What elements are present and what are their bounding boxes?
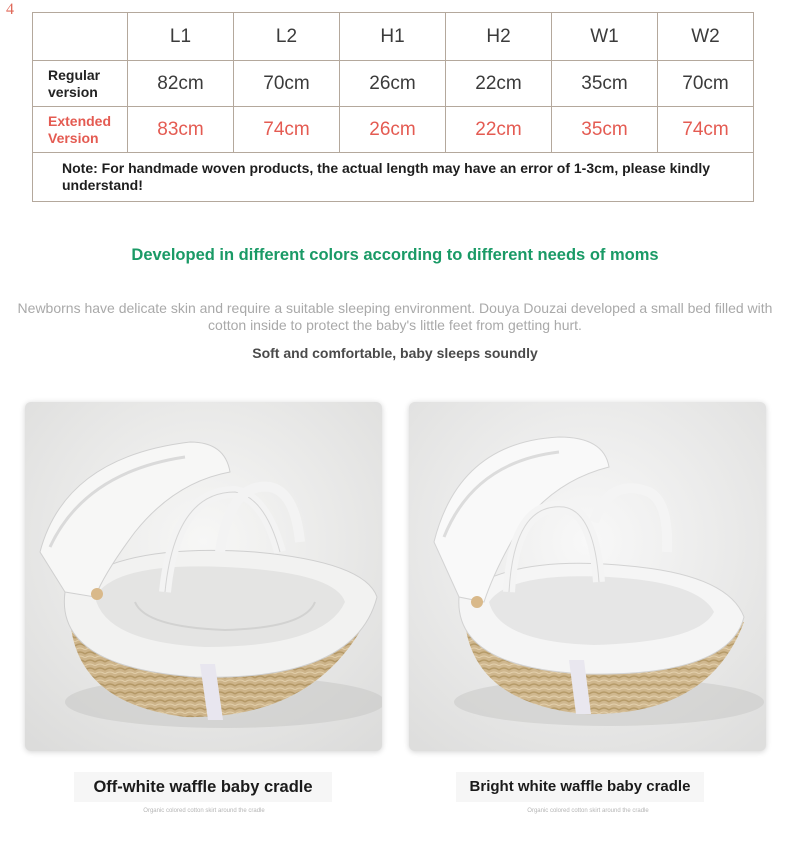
cradle-illustration xyxy=(409,402,766,751)
table-cell: 26cm xyxy=(340,61,446,107)
table-cell: 70cm xyxy=(658,61,754,107)
table-cell: 22cm xyxy=(446,107,552,153)
column-header: W1 xyxy=(552,13,658,61)
size-note: Note: For handmade woven products, the actual length may have an error of 1-3cm, please kindly understand! xyxy=(33,153,754,202)
column-header: H2 xyxy=(446,13,552,61)
page-number: 4 xyxy=(6,1,14,18)
table-row-regular xyxy=(33,61,754,107)
row-label-extended: Extended Version xyxy=(33,107,128,153)
product-caption-bright-white: Bright white waffle baby cradle xyxy=(456,772,704,802)
section-heading: Developed in different colors according to different needs of moms xyxy=(131,246,659,264)
table-note-row xyxy=(33,153,754,202)
table-cell: 35cm xyxy=(552,61,658,107)
column-header: H1 xyxy=(340,13,446,61)
cradle-illustration xyxy=(25,402,382,751)
table-cell: 74cm xyxy=(658,107,754,153)
table-cell: 70cm xyxy=(234,61,340,107)
table-header-row xyxy=(33,13,754,61)
product-image-off-white xyxy=(25,402,382,751)
table-corner-cell xyxy=(33,13,128,61)
column-header: L1 xyxy=(128,13,234,61)
table-cell: 82cm xyxy=(128,61,234,107)
section-description: Newborns have delicate skin and require a suitable sleeping environment. Douya Douzai developed a small bed filled with cotton inside to protect the baby's little feet from getting hurt. xyxy=(17,300,773,333)
table-row-extended xyxy=(33,107,754,153)
product-small-text: Organic colored cotton skirt around the cradle xyxy=(143,808,265,814)
table-cell: 74cm xyxy=(234,107,340,153)
column-header: L2 xyxy=(234,13,340,61)
table-cell: 35cm xyxy=(552,107,658,153)
section-subheading: Soft and comfortable, baby sleeps soundly xyxy=(252,345,538,361)
product-image-bright-white xyxy=(409,402,766,751)
product-caption-off-white: Off-white waffle baby cradle xyxy=(74,772,332,802)
product-small-text: Organic colored cotton skirt around the cradle xyxy=(527,808,649,814)
row-label-regular: Regular version xyxy=(33,61,128,107)
table-cell: 83cm xyxy=(128,107,234,153)
table-cell: 22cm xyxy=(446,61,552,107)
table-cell: 26cm xyxy=(340,107,446,153)
size-table xyxy=(32,12,754,202)
column-header: W2 xyxy=(658,13,754,61)
